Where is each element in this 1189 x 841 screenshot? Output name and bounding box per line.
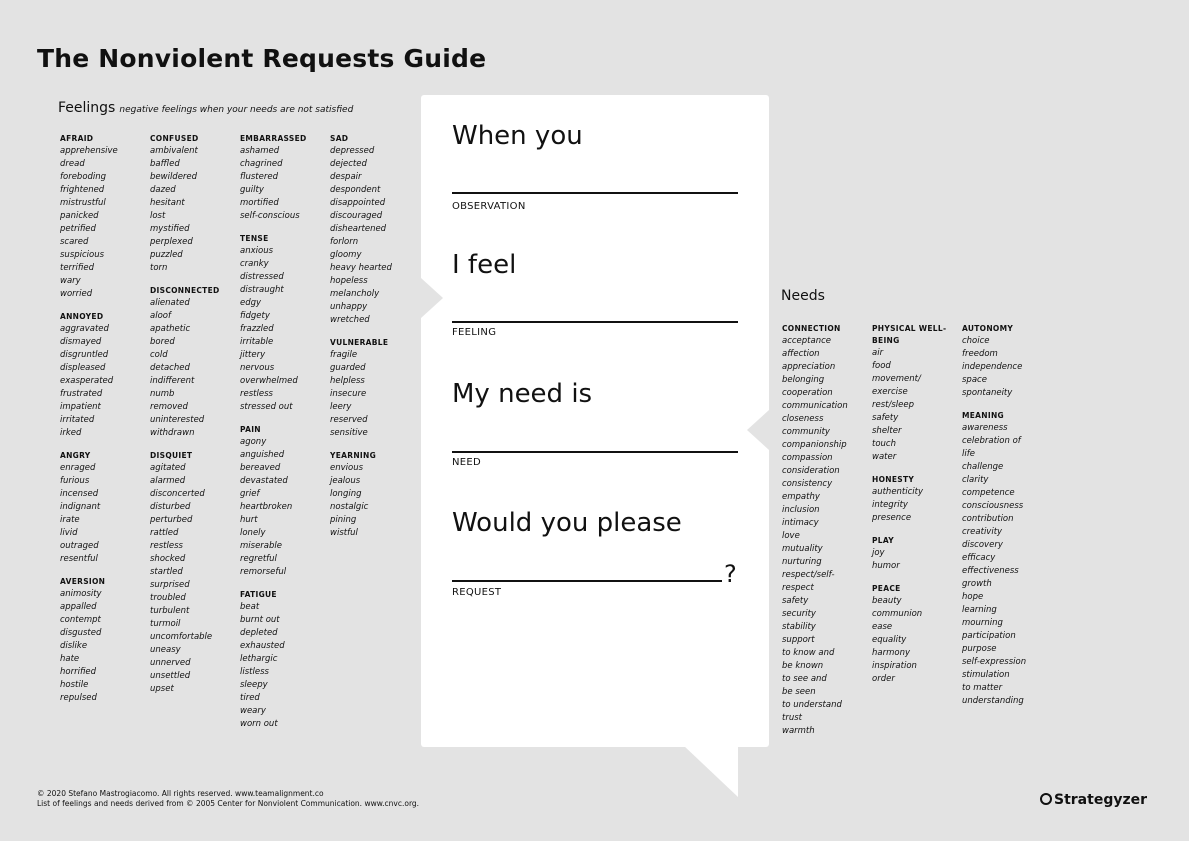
word-item: edgy: [240, 298, 262, 308]
word-item: love: [782, 531, 800, 541]
word-item: weary: [240, 706, 266, 716]
group-heading: AFRAID: [60, 134, 94, 143]
word-item: appreciation: [782, 362, 836, 372]
word-item: effectiveness: [962, 566, 1019, 576]
word-item: alienated: [150, 298, 190, 308]
word-item: displeased: [60, 363, 106, 373]
word-item: inspiration: [872, 661, 917, 671]
footer-line-1: © 2020 Stefano Mastrogiacomo. All rights reserved. www.teamalignment.co: [37, 789, 324, 798]
word-item: reserved: [330, 415, 368, 425]
word-item: sleepy: [240, 680, 268, 690]
word-item: awareness: [962, 423, 1008, 433]
word-item: rattled: [150, 528, 179, 538]
word-item: mutuality: [782, 544, 823, 554]
word-item: joy: [872, 548, 885, 558]
word-item: disconcerted: [150, 489, 205, 499]
strategyzer-brand: [1040, 792, 1147, 808]
word-item: respect/self-: [782, 570, 835, 580]
group-heading: AVERSION: [60, 577, 106, 586]
word-group: [872, 474, 964, 525]
word-item: to understand: [782, 700, 842, 710]
word-item: beat: [240, 602, 260, 612]
word-group: [150, 285, 242, 440]
word-item: anxious: [240, 246, 274, 256]
prompt-feel: I feel: [452, 250, 517, 280]
word-item: shelter: [872, 426, 902, 436]
word-item: purpose: [962, 644, 997, 654]
word-item: appalled: [60, 602, 97, 612]
word-item: grief: [240, 489, 260, 499]
word-item: lethargic: [240, 654, 278, 664]
word-item: beauty: [872, 596, 902, 606]
word-item: safety: [872, 413, 899, 423]
word-item: lost: [150, 211, 166, 221]
word-group: [60, 450, 152, 566]
feelings-subheading: negative feelings when your needs are not satisfied: [119, 105, 354, 115]
word-item: empathy: [782, 492, 820, 502]
word-item: horrified: [60, 667, 97, 677]
word-item: guarded: [330, 363, 366, 373]
word-item: dejected: [330, 159, 367, 169]
word-item: overwhelmed: [240, 376, 298, 386]
word-item: contribution: [962, 514, 1014, 524]
feelings-column-1: [60, 133, 152, 715]
word-item: puzzled: [150, 250, 183, 260]
word-item: to matter: [962, 683, 1003, 693]
word-item: forlorn: [330, 237, 359, 247]
group-heading: YEARNING: [330, 451, 377, 460]
word-item: despair: [330, 172, 362, 182]
word-item: panicked: [60, 211, 99, 221]
word-item: celebration of: [962, 436, 1021, 446]
word-item: torn: [150, 263, 168, 273]
word-item: stressed out: [240, 402, 293, 412]
word-item: scared: [60, 237, 89, 247]
word-item: terrified: [60, 263, 95, 273]
word-item: inclusion: [782, 505, 820, 515]
word-item: perplexed: [150, 237, 193, 247]
word-item: be seen: [782, 687, 816, 697]
word-item: suspicious: [60, 250, 105, 260]
word-item: devastated: [240, 476, 288, 486]
word-group: [782, 323, 874, 738]
word-item: hurt: [240, 515, 258, 525]
word-item: pining: [330, 515, 357, 525]
needs-column-2: [872, 323, 964, 696]
word-item: space: [962, 375, 987, 385]
word-item: helpless: [330, 376, 365, 386]
word-item: security: [782, 609, 816, 619]
word-item: frazzled: [240, 324, 274, 334]
word-item: uncomfortable: [150, 632, 213, 642]
word-item: companionship: [782, 440, 847, 450]
word-group: [240, 233, 332, 414]
word-item: burnt out: [240, 615, 280, 625]
word-item: disappointed: [330, 198, 386, 208]
word-item: startled: [150, 567, 183, 577]
word-item: integrity: [872, 500, 908, 510]
word-item: turmoil: [150, 619, 181, 629]
word-item: sensitive: [330, 428, 368, 438]
prompt-when: When you: [452, 121, 583, 151]
word-item: nurturing: [782, 557, 822, 567]
word-item: envious: [330, 463, 364, 473]
word-item: numb: [150, 389, 175, 399]
word-item: challenge: [962, 462, 1004, 472]
word-item: community: [782, 427, 830, 437]
word-item: self-conscious: [240, 211, 300, 221]
word-item: rest/sleep: [872, 400, 914, 410]
word-item: be known: [782, 661, 824, 671]
prompt-need: My need is: [452, 379, 593, 409]
word-item: compassion: [782, 453, 833, 463]
word-item: mourning: [962, 618, 1003, 628]
word-group: [330, 450, 422, 540]
word-item: mystified: [150, 224, 190, 234]
word-item: movement/: [872, 374, 921, 384]
word-item: hesitant: [150, 198, 185, 208]
word-item: hostile: [60, 680, 89, 690]
group-heading: FATIGUE: [240, 590, 277, 599]
word-item: apprehensive: [60, 146, 118, 156]
word-item: jealous: [330, 476, 361, 486]
word-item: respect: [782, 583, 814, 593]
word-item: stimulation: [962, 670, 1010, 680]
word-item: contempt: [60, 615, 101, 625]
word-item: belonging: [782, 375, 825, 385]
word-item: dread: [60, 159, 85, 169]
word-item: detached: [150, 363, 190, 373]
word-item: baffled: [150, 159, 180, 169]
word-group: [872, 583, 964, 686]
word-item: enraged: [60, 463, 96, 473]
word-item: cranky: [240, 259, 269, 269]
word-item: food: [872, 361, 891, 371]
group-heading: DISQUIET: [150, 451, 193, 460]
word-item: safety: [782, 596, 809, 606]
word-item: consciousness: [962, 501, 1024, 511]
word-item: mistrustful: [60, 198, 106, 208]
word-item: irate: [60, 515, 80, 525]
word-item: discovery: [962, 540, 1003, 550]
word-item: competence: [962, 488, 1015, 498]
word-group: [962, 410, 1054, 708]
word-item: repulsed: [60, 693, 97, 703]
word-item: heartbroken: [240, 502, 293, 512]
word-group: [60, 311, 152, 440]
word-item: water: [872, 452, 897, 462]
word-item: indignant: [60, 502, 101, 512]
word-group: [872, 323, 964, 464]
word-item: animosity: [60, 589, 102, 599]
group-heading: EMBARRASSED: [240, 134, 307, 143]
word-item: lonely: [240, 528, 266, 538]
word-item: ashamed: [240, 146, 280, 156]
word-item: depleted: [240, 628, 278, 638]
group-heading: CONFUSED: [150, 134, 199, 143]
card-notch-right: [747, 410, 769, 450]
word-item: incensed: [60, 489, 99, 499]
word-item: uneasy: [150, 645, 181, 655]
word-item: heavy hearted: [330, 263, 392, 273]
needs-column-1: [782, 323, 874, 748]
word-item: disheartened: [330, 224, 387, 234]
word-item: agitated: [150, 463, 186, 473]
word-item: irked: [60, 428, 82, 438]
card-notch-left: [421, 278, 443, 318]
word-item: exasperated: [60, 376, 114, 386]
word-item: air: [872, 348, 884, 358]
word-item: hope: [962, 592, 984, 602]
group-heading: CONNECTION: [782, 324, 841, 333]
word-item: fragile: [330, 350, 358, 360]
word-group: [60, 133, 152, 301]
word-item: remorseful: [240, 567, 287, 577]
word-item: affection: [782, 349, 820, 359]
word-item: participation: [962, 631, 1016, 641]
word-group: [240, 133, 332, 223]
word-item: dazed: [150, 185, 176, 195]
word-item: shocked: [150, 554, 186, 564]
word-item: authenticity: [872, 487, 924, 497]
word-item: growth: [962, 579, 992, 589]
word-item: harmony: [872, 648, 910, 658]
word-item: exhausted: [240, 641, 285, 651]
feelings-column-2: [150, 133, 242, 706]
word-item: nostalgic: [330, 502, 369, 512]
word-item: unhappy: [330, 302, 368, 312]
group-heading: PLAY: [872, 536, 894, 545]
word-item: miserable: [240, 541, 282, 551]
word-item: upset: [150, 684, 174, 694]
word-group: [872, 535, 964, 573]
word-item: worried: [60, 289, 93, 299]
word-group: [150, 133, 242, 275]
feeling-line[interactable]: [452, 321, 738, 323]
word-item: cooperation: [782, 388, 833, 398]
word-item: flustered: [240, 172, 278, 182]
strategyzer-logo-icon: [1040, 793, 1052, 805]
group-heading: ANNOYED: [60, 312, 104, 321]
word-item: perturbed: [150, 515, 193, 525]
footer-copyright: [37, 789, 419, 809]
feelings-heading: Feelings: [58, 100, 116, 116]
word-item: troubled: [150, 593, 186, 603]
word-item: wary: [60, 276, 81, 286]
word-item: equality: [872, 635, 907, 645]
word-item: frightened: [60, 185, 105, 195]
word-item: livid: [60, 528, 78, 538]
group-heading: PHYSICAL WELL-BEING: [872, 324, 947, 345]
group-heading: SAD: [330, 134, 349, 143]
feelings-column-3: [240, 133, 332, 741]
word-item: communion: [872, 609, 923, 619]
word-item: closeness: [782, 414, 824, 424]
word-item: aloof: [150, 311, 171, 321]
word-item: hopeless: [330, 276, 368, 286]
word-item: impatient: [60, 402, 101, 412]
word-item: communication: [782, 401, 848, 411]
word-item: surprised: [150, 580, 190, 590]
word-item: irritated: [60, 415, 95, 425]
word-item: indifferent: [150, 376, 195, 386]
word-item: uninterested: [150, 415, 205, 425]
word-item: to know and: [782, 648, 835, 658]
word-item: listless: [240, 667, 269, 677]
word-item: trust: [782, 713, 802, 723]
word-item: anguished: [240, 450, 285, 460]
request-line[interactable]: [452, 580, 722, 582]
feelings-header: [58, 97, 353, 116]
word-item: mortified: [240, 198, 279, 208]
word-item: foreboding: [60, 172, 107, 182]
word-item: intimacy: [782, 518, 819, 528]
word-group: [330, 337, 422, 440]
word-item: melancholy: [330, 289, 380, 299]
feelings-column-4: [330, 133, 422, 550]
word-item: humor: [872, 561, 900, 571]
word-item: frustrated: [60, 389, 103, 399]
word-group: [330, 133, 422, 327]
group-heading: HONESTY: [872, 475, 915, 484]
word-item: guilty: [240, 185, 264, 195]
word-group: [60, 576, 152, 705]
word-item: dismayed: [60, 337, 102, 347]
word-item: alarmed: [150, 476, 186, 486]
word-item: disgruntled: [60, 350, 109, 360]
word-item: order: [872, 674, 895, 684]
word-item: ease: [872, 622, 893, 632]
word-item: ambivalent: [150, 146, 198, 156]
needs-heading: Needs: [781, 288, 825, 304]
word-item: efficacy: [962, 553, 996, 563]
word-item: stability: [782, 622, 816, 632]
word-item: turbulent: [150, 606, 190, 616]
word-item: disturbed: [150, 502, 191, 512]
word-item: distraught: [240, 285, 284, 295]
group-heading: DISCONNECTED: [150, 286, 220, 295]
brand-name: Strategyzer: [1054, 792, 1148, 808]
speech-bubble-tail: [683, 745, 738, 797]
word-item: agony: [240, 437, 267, 447]
word-item: self-expression: [962, 657, 1027, 667]
word-item: gloomy: [330, 250, 362, 260]
group-heading: MEANING: [962, 411, 1004, 420]
word-item: chagrined: [240, 159, 283, 169]
word-item: tired: [240, 693, 260, 703]
word-item: clarity: [962, 475, 989, 485]
word-item: aggravated: [60, 324, 109, 334]
word-item: bewildered: [150, 172, 198, 182]
word-item: touch: [872, 439, 896, 449]
word-item: understanding: [962, 696, 1024, 706]
word-item: freedom: [962, 349, 998, 359]
word-item: life: [962, 449, 975, 459]
word-item: bored: [150, 337, 175, 347]
word-group: [240, 589, 332, 731]
word-item: insecure: [330, 389, 367, 399]
group-heading: PAIN: [240, 425, 261, 434]
footer-line-2: List of feelings and needs derived from © 2005 Center for Nonviolent Communication. www.cnvc.org.: [37, 799, 420, 808]
word-item: consideration: [782, 466, 840, 476]
word-group: [150, 450, 242, 696]
request-label: REQUEST: [452, 587, 502, 598]
word-item: regretful: [240, 554, 277, 564]
word-group: [962, 323, 1054, 400]
word-item: choice: [962, 336, 990, 346]
group-heading: PEACE: [872, 584, 901, 593]
word-item: learning: [962, 605, 997, 615]
word-item: worn out: [240, 719, 278, 729]
word-item: hate: [60, 654, 80, 664]
word-item: presence: [872, 513, 912, 523]
word-group: [240, 424, 332, 579]
word-item: unsettled: [150, 671, 191, 681]
word-item: restless: [150, 541, 183, 551]
word-item: despondent: [330, 185, 381, 195]
group-heading: ANGRY: [60, 451, 91, 460]
word-item: disgusted: [60, 628, 102, 638]
group-heading: AUTONOMY: [962, 324, 1014, 333]
group-heading: TENSE: [240, 234, 269, 243]
word-item: unnerved: [150, 658, 191, 668]
question-mark: ?: [724, 560, 737, 588]
word-item: leery: [330, 402, 352, 412]
word-item: longing: [330, 489, 362, 499]
need-label: NEED: [452, 457, 482, 468]
word-item: spontaneity: [962, 388, 1013, 398]
feeling-label: FEELING: [452, 327, 497, 338]
word-item: dislike: [60, 641, 88, 651]
word-item: jittery: [240, 350, 266, 360]
word-item: independence: [962, 362, 1023, 372]
word-item: to see and: [782, 674, 827, 684]
word-item: cold: [150, 350, 168, 360]
observation-line[interactable]: [452, 192, 738, 194]
word-item: restless: [240, 389, 273, 399]
word-item: depressed: [330, 146, 375, 156]
word-item: fidgety: [240, 311, 270, 321]
word-item: withdrawn: [150, 428, 195, 438]
word-item: exercise: [872, 387, 908, 397]
word-item: support: [782, 635, 815, 645]
word-item: petrified: [60, 224, 96, 234]
page-title: The Nonviolent Requests Guide: [37, 44, 487, 73]
word-item: consistency: [782, 479, 833, 489]
word-item: wretched: [330, 315, 370, 325]
word-item: warmth: [782, 726, 815, 736]
word-item: nervous: [240, 363, 275, 373]
word-item: apathetic: [150, 324, 191, 334]
word-item: bereaved: [240, 463, 281, 473]
observation-label: OBSERVATION: [452, 201, 526, 212]
word-item: distressed: [240, 272, 284, 282]
needs-column-3: [962, 323, 1054, 718]
word-item: irritable: [240, 337, 274, 347]
word-item: furious: [60, 476, 90, 486]
prompt-please: Would you please: [452, 508, 682, 538]
group-heading: VULNERABLE: [330, 338, 389, 347]
word-item: outraged: [60, 541, 99, 551]
word-item: removed: [150, 402, 188, 412]
word-item: creativity: [962, 527, 1003, 537]
word-item: resentful: [60, 554, 98, 564]
word-item: discouraged: [330, 211, 383, 221]
word-item: wistful: [330, 528, 358, 538]
word-item: acceptance: [782, 336, 832, 346]
need-line[interactable]: [452, 451, 738, 453]
